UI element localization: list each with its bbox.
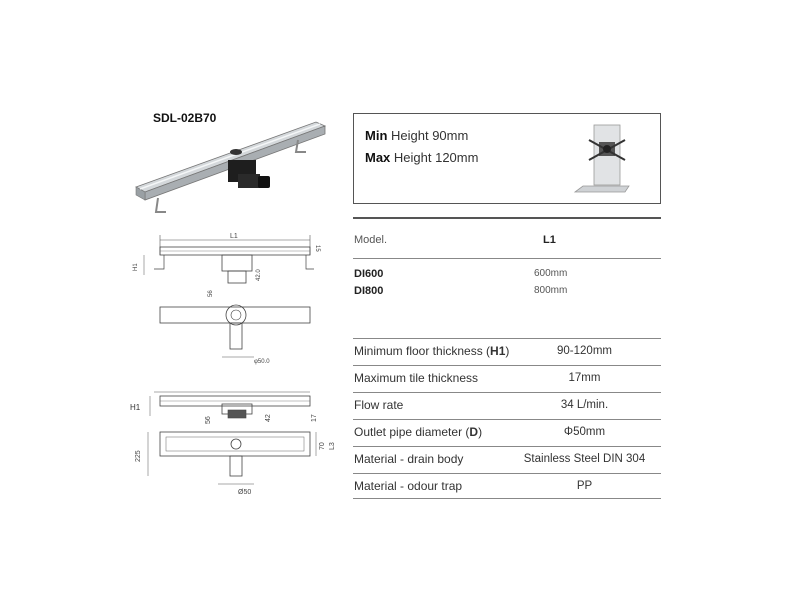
- spec-label: Outlet pipe diameter (D): [354, 425, 483, 439]
- dim-diameter: Ø50: [238, 489, 252, 496]
- min-label: Min: [365, 128, 388, 143]
- height-adjust-bracket-image: [569, 120, 649, 200]
- model-row: [354, 285, 654, 299]
- spec-row-outlet-diameter: [353, 420, 661, 446]
- dim-h1: H1: [133, 263, 139, 271]
- dim-42: 42: [265, 414, 272, 422]
- model-l1: 600mm: [534, 268, 568, 279]
- divider: [353, 498, 661, 499]
- dim-15: 15: [314, 245, 320, 252]
- spec-value: PP: [576, 480, 593, 492]
- max-height-line: [365, 150, 478, 165]
- spec-label: Flow rate: [354, 398, 404, 412]
- spec-row-drain-body-material: [353, 447, 661, 473]
- max-height-value: Height 120mm: [390, 150, 479, 165]
- spec-row-floor-thickness: [353, 339, 661, 365]
- dim-56: 56: [208, 290, 214, 297]
- dim-diameter: φ50.0: [254, 359, 270, 365]
- model-name: DI800: [354, 285, 384, 297]
- technical-drawing-side-top: [130, 225, 330, 375]
- model-row: [354, 268, 654, 282]
- l1-header: L1: [543, 234, 556, 246]
- spec-value: Stainless Steel DIN 304: [523, 453, 646, 465]
- spec-value: Φ50mm: [563, 426, 606, 438]
- dim-56: 56: [205, 416, 212, 424]
- max-label: Max: [365, 150, 391, 165]
- spec-row-tile-thickness: [353, 366, 661, 392]
- dim-225: 225: [135, 450, 142, 462]
- divider: [353, 258, 661, 259]
- spec-value: 34 L/min.: [560, 399, 609, 411]
- spec-row-odour-trap-material: [353, 474, 661, 500]
- spec-label: Material - drain body: [354, 452, 464, 466]
- dim-l3: L3: [329, 442, 336, 450]
- technical-drawing-detail: [130, 380, 340, 500]
- dim-42: 42.0: [256, 269, 262, 281]
- product-image: [128, 112, 333, 217]
- dim-70: 70: [319, 442, 326, 450]
- divider: [353, 217, 661, 219]
- model-name: DI600: [354, 268, 384, 280]
- spec-row-flow-rate: [353, 393, 661, 419]
- product-code: SDL-02B70: [153, 111, 217, 125]
- dim-l1: L1: [230, 233, 238, 240]
- spec-label: Material - odour trap: [354, 479, 463, 493]
- height-info-box: [353, 113, 661, 204]
- model-l1: 800mm: [534, 285, 568, 296]
- spec-label: Minimum floor thickness (H1): [354, 344, 510, 358]
- model-header: Model.: [354, 234, 388, 246]
- min-height-value: Height 90mm: [387, 128, 469, 143]
- dim-17: 17: [311, 414, 318, 422]
- dim-h1: H1: [130, 403, 141, 412]
- min-height-line: [365, 128, 468, 143]
- spec-value: 17mm: [568, 372, 601, 384]
- spec-label: Maximum tile thickness: [354, 371, 479, 385]
- spec-value: 90-120mm: [557, 345, 612, 357]
